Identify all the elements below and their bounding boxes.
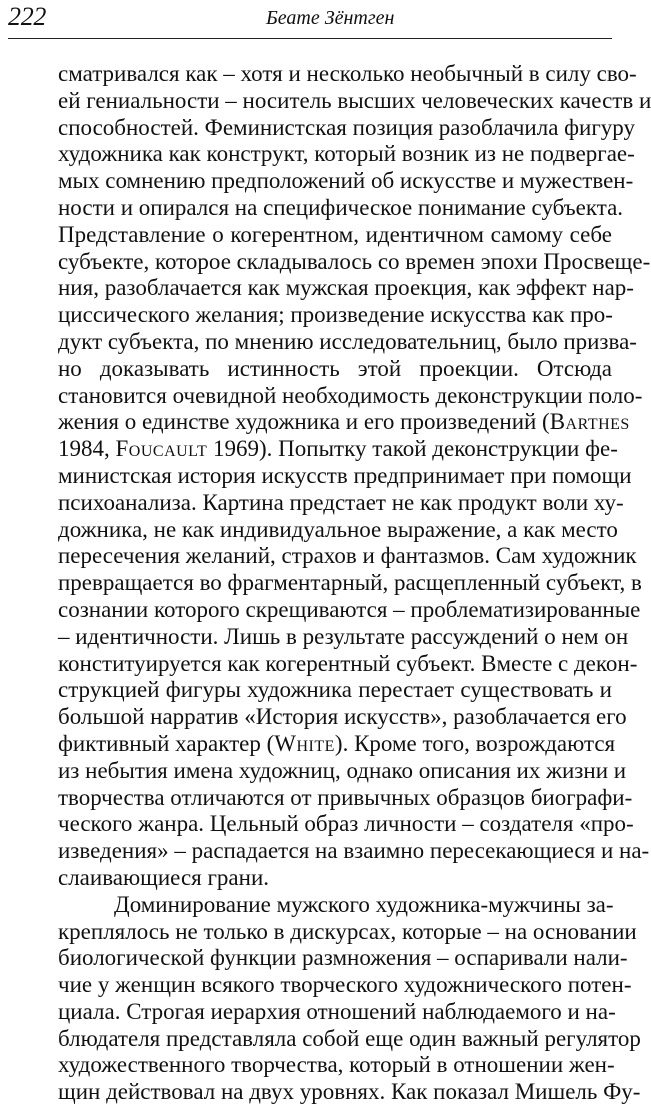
text-line: дукт субъекта, по мнению исследовательниц, было призва- xyxy=(58,328,637,354)
text-line: становится очевидной необходимость деконструкции поло- xyxy=(58,382,643,408)
text-line: конституируется как когерентный субъект. Вместе с декон- xyxy=(58,650,638,676)
text-line: – идентичности. Лишь в результате рассуждений о нем он xyxy=(58,623,629,649)
text-line: дожника, не как индивидуальное выражение, а как место xyxy=(58,516,618,542)
text-line: пересечения желаний, страхов и фантазмов. Сам художник xyxy=(58,543,637,569)
text-line: художника как конструкт, который возник из не подвергае- xyxy=(58,141,635,167)
page-number: 222 xyxy=(8,2,47,31)
text-line: превращается во фрагментарный, расщепленный субъект, в xyxy=(58,570,642,596)
text-segment: ). Кроме того, возрождаются xyxy=(334,730,616,756)
text-line: циала. Строгая иерархия отношений наблюдаемого и на- xyxy=(58,998,616,1024)
text-line: изведения» – распадается на взаимно пересекающиеся и на- xyxy=(58,838,650,864)
text-line: художественного творчества, который в отношении жен- xyxy=(58,1052,615,1078)
text-line: Представление о когерентном, идентичном самому себе xyxy=(58,221,612,247)
body-text xyxy=(58,61,651,1106)
text-line: сматривался как – хотя и несколько необычный в силу сво- xyxy=(58,61,637,86)
page-header xyxy=(8,0,612,40)
text-segment: 1984, xyxy=(58,436,116,462)
text-line: ности и опирался на специфическое понимание субъекта. xyxy=(58,194,624,220)
text-line: Доминирование мужского художника-мужчины за- xyxy=(114,891,614,917)
text-line: ей гениальности – носитель высших человеческих качеств и xyxy=(58,87,651,113)
text-line: психоанализа. Картина предстает не как продукт воли ху- xyxy=(58,489,624,515)
text-line: сознании которого скрещиваются – проблематизированные xyxy=(58,596,641,622)
text-line: блюдателя представляла собой еще один важный регулятор xyxy=(58,1025,641,1051)
text-line: большой нарратив «История искусств», разоблачается его xyxy=(58,704,627,730)
text-line: чие у женщин всякого творческого художнического потен- xyxy=(58,972,632,998)
text-segment: 1969). Попытку такой деконструкции фе- xyxy=(207,436,618,462)
citation-barthes: Barthes xyxy=(549,409,630,435)
text-line: ния, разоблачается как мужская проекция, как эффект нар- xyxy=(58,275,634,301)
text-line: циссического желания; произведение искусства как про- xyxy=(58,302,613,328)
text-line xyxy=(58,436,618,463)
citation-foucault: Foucault xyxy=(115,436,208,462)
text-line: творчества отличаются от привычных образцов биографи- xyxy=(58,784,633,810)
text-line: мых сомнению предположений об искусстве и мужествен- xyxy=(58,168,634,194)
text-line: биологической функции размножения – оспаривали нали- xyxy=(58,945,628,971)
text-line: щин действовал на двух уровнях. Как показал Мишель Фу- xyxy=(58,1079,641,1105)
text-line: струкцией фигуры художника перестает существовать и xyxy=(58,677,612,703)
citation-white: White xyxy=(274,730,335,756)
running-head: Беате Зёнтген xyxy=(266,7,395,29)
text-line xyxy=(58,409,630,436)
text-line: субъекте, которое складывалось со времен эпохи Просвеще- xyxy=(58,248,651,274)
text-line: креплялось не только в дискурсах, которые – на основании xyxy=(58,918,637,944)
text-segment: жения о единстве художника и его произведений ( xyxy=(58,409,550,435)
text-segment: фиктивный характер ( xyxy=(58,730,275,756)
text-line: из небытия имена художниц, однако описания их жизни и xyxy=(58,757,627,783)
header-rule xyxy=(8,38,612,39)
text-line: способностей. Феминистская позиция разоблачила фигуру xyxy=(58,114,635,140)
text-line: но доказывать истинность этой проекции. Отсюда xyxy=(58,355,612,381)
text-line: министская история искусств предпринимает при помощи xyxy=(58,462,632,488)
text-line: слаивающиеся грани. xyxy=(58,864,269,890)
text-line: ческого жанра. Цельный образ личности – создателя «про- xyxy=(58,811,634,837)
text-line xyxy=(58,730,616,758)
